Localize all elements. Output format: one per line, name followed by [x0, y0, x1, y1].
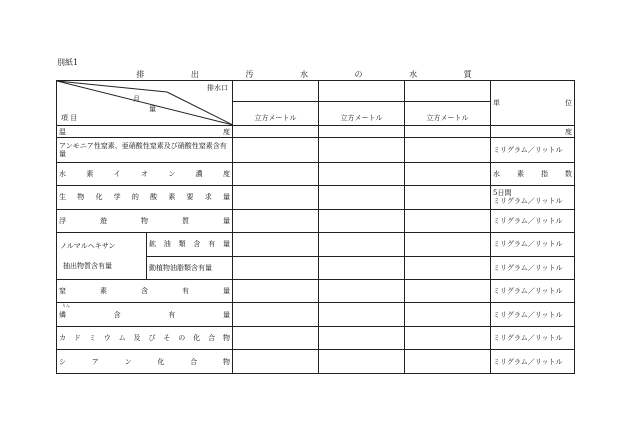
outlet-cell-3: [405, 81, 491, 102]
label-animal-oil: 動植物油脂類含有量: [147, 256, 233, 279]
unit-mineral-oil: ミリグラム／リットル: [491, 233, 575, 256]
header-month-label: 月: [133, 95, 140, 103]
row-temperature: [57, 125, 575, 137]
row-bod: [57, 186, 575, 209]
unit-ph: 水 素 指 数: [491, 162, 575, 185]
unit-cadmium: ミリグラム／リットル: [491, 326, 575, 349]
label-temperature: 温 度: [57, 125, 233, 137]
header-row-top: [57, 81, 575, 102]
phosphorus-label-text: 燐 含 有 量: [59, 310, 230, 319]
label-suspended-solids: 浮 遊 物 質 量: [57, 209, 233, 232]
row-suspended-solids: [57, 209, 575, 232]
unit-animal-oil: ミリグラム／リットル: [491, 256, 575, 279]
row-total-nitrogen: [57, 280, 575, 303]
unit-bod-line1: 5日間: [493, 189, 512, 198]
volume-unit-1: 立方メートル: [233, 102, 319, 125]
header-amount-label: 量: [149, 105, 156, 113]
document-label: 別紙1: [57, 58, 79, 67]
unit-suspended-solids: ミリグラム／リットル: [491, 209, 575, 232]
row-ph: [57, 162, 575, 185]
header-outlet-label: 排水口: [207, 84, 228, 92]
label-cadmium: カ ド ミ ウ ム 及 び そ の 化 合 物: [57, 326, 233, 349]
unit-temperature: 度: [491, 125, 575, 137]
diagonal-header-cell: [57, 81, 233, 126]
row-phosphorus: [57, 303, 575, 326]
outlet-cell-2: [319, 81, 405, 102]
unit-total-nitrogen: ミリグラム／リットル: [491, 280, 575, 303]
outlet-cell-1: [233, 81, 319, 102]
label-ph: 水 素 イ オ ン 濃 度: [57, 162, 233, 185]
volume-unit-3: 立方メートル: [405, 102, 491, 125]
unit-nitrogen-compounds: ミリグラム／リットル: [491, 138, 575, 163]
label-total-nitrogen: 窒 素 含 有 量: [57, 280, 233, 303]
row-cyanide: [57, 350, 575, 374]
document-title: 排 出 汚 水 の 水 質: [136, 70, 494, 79]
unit-cyanide: ミリグラム／リットル: [491, 350, 575, 374]
volume-unit-2: 立方メートル: [319, 102, 405, 125]
unit-column-header: 単 位: [491, 81, 575, 126]
row-cadmium: [57, 326, 575, 349]
label-bod: 生 物 化 学 的 酸 素 要 求 量: [57, 186, 233, 209]
label-phosphorus: [57, 303, 233, 326]
unit-phosphorus: ミリグラム／リットル: [491, 303, 575, 326]
label-n-hexane-group: [57, 233, 147, 280]
row-nitrogen-compounds: [57, 138, 575, 163]
row-mineral-oil: [57, 233, 575, 256]
label-mineral-oil: 鉱 油 類 含 有 量: [147, 233, 233, 256]
water-quality-table: [56, 80, 575, 374]
header-item-label: 項 目: [61, 114, 78, 122]
label-cyanide: シ ア ン 化 合 物: [57, 350, 233, 374]
unit-bod-line2: ミリグラム／リットル: [493, 197, 563, 206]
label-nitrogen-compounds: アンモニア性窒素、亜硝酸性窒素及び硝酸性窒素含有量: [57, 138, 233, 163]
n-hexane-label-2: 抽出物質含有量: [63, 262, 112, 271]
n-hexane-label: ノルマルヘキサン: [60, 241, 116, 250]
phosphorus-ruby: りん: [62, 303, 70, 309]
unit-bod: [491, 186, 575, 209]
